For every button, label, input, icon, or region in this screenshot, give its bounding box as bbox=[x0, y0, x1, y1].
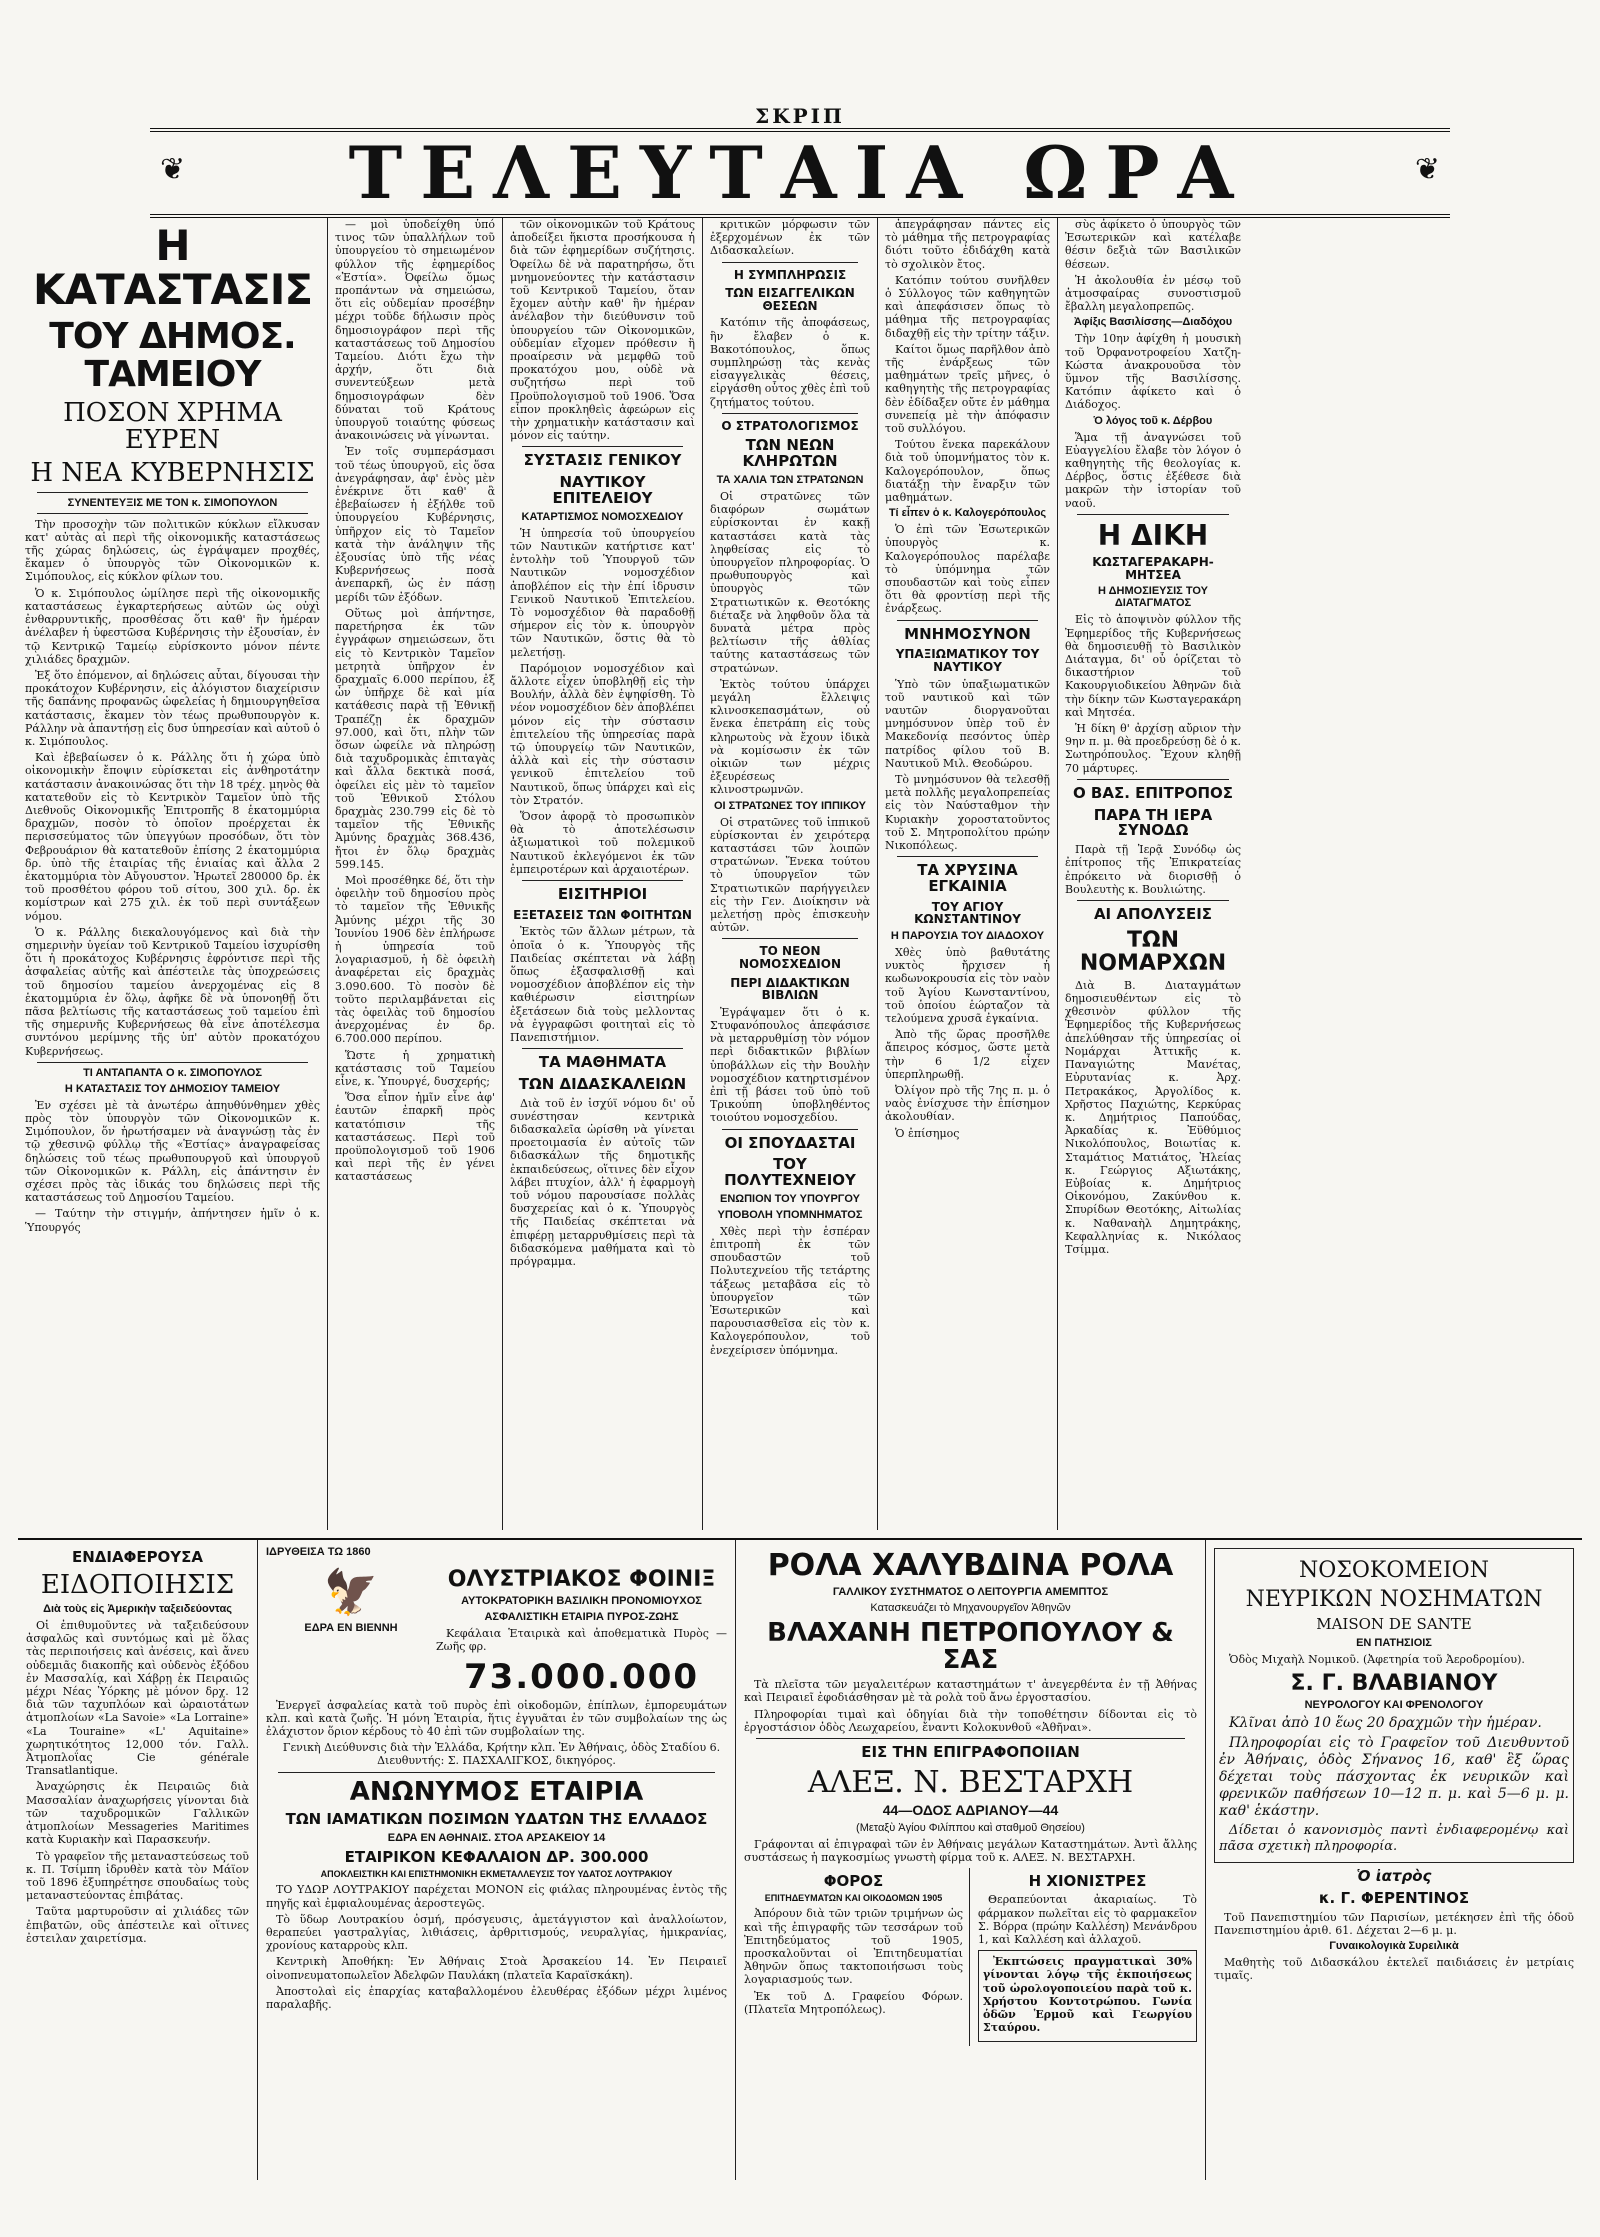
section-subtitle: ΟΙ ΣΤΡΑΤΩΝΕΣ ΤΟΥ ΙΠΠΙΚΟΥ bbox=[713, 799, 866, 812]
ad-clinic-box bbox=[1214, 1548, 1574, 1863]
ad-paragraph: Ὁδὸς Μιχαὴλ Νομικοῦ. (Ἀφετηρία τοῦ Ἀεροδρομίου). bbox=[1229, 1652, 1525, 1666]
ad-paragraph: Ἀποστολαὶ εἰς ἐπαρχίας καταβαλλομένου ἐλευθέρας ἐξόδων μέχρι λιμένος παραλαβῆς. bbox=[266, 1984, 727, 2011]
paragraph: Διὰ τοῦ ἐν ἰσχύϊ νόμου δι' οὗ συνέστησαν κεντρικὰ διδασκαλεῖα ὡρίσθη νὰ γίνεται προετοιμασία ἐν αὐτοῖς τῶν διδασκάλων τῆς δημοτικῆς ἐκπαιδεύσεως, οἵτινες δὲν εἶχον λάβει πτυχίον, ἀλλ' ἡ ἐφαρμογὴ τοῦ νόμου παρουσίασε πολλὰς δυσχερείας καὶ ὁ κ. Ὑπουργὸς τῆς Παιδείας σκέπτεται νὰ ἐπιφέρῃ μεταρρυθμίσεις περὶ τὰ διδασκόμενα μαθήματα καὶ τὸ πρόγραμμα. bbox=[510, 1096, 695, 1269]
paragraph: Ἡ ἀκολουθία ἐν μέσῳ τοῦ ἀτμοσφαίρας συνοστισμοῦ ἔβαλλη μεγαλοπρεπῶς. bbox=[1065, 273, 1241, 314]
headline: ΤΟΥ ΔΗΜΟΣ. ΤΑΜΕΙΟΥ bbox=[49, 316, 296, 395]
paragraph: Διὰ Β. Διαταγμάτων δημοσιευθέντων εἰς τὸ χθεσινὸν φύλλον τῆς Ἐφημερίδος τῆς Κυβερνήσεως ἀπελύθησαν τῆς ὑπηρεσίας οἱ Νομάρχαι Ἀττικῆς κ. Παναγιώτης Μανέτας, Εὐρυτανίας κ. Ἀρχ. Πετρακάκος, Ἀργολίδος κ. Χρῆστος Παχιώτης, Κερκύρας κ. Δημήτριος Παπούδας, Ἀρκαδίας κ. Ἐϋθύμιος Νικολόπουλος, Βοιωτίας κ. Σταμάτιος Ματιάτος, Ἠλείας κ. Γεώργιος Αξιωτάκης, Εὐβοίας κ. Δημήτριος Οἰκονόμου, Ζακύνθου κ. Σπυρίδων Θεοτόκης, Αἰτωλίας κ. Ναθαναὴλ Δημητράκης, Κεφαλληνίας κ. Νικόλαος Τσίμμα. bbox=[1065, 978, 1241, 1256]
ad-subtitle: ΑΣΦΑΛΙΣΤΙΚΗ ΕΤΑΙΡΙΑ ΠΥΡΟΣ-ΖΩΗΣ bbox=[484, 1611, 679, 1624]
paragraph: Ὅσον ἀφορᾷ τὸ προσωπικὸν θὰ τὸ ἀποτελέσωσιν ἀξιωματικοὶ τοῦ πολεμικοῦ Ναυτικοῦ ἐκλεγόμενοι ἐκ τῶν ἐμπειροτέρων καὶ ἀρχαιοτέρων. bbox=[510, 809, 695, 876]
divider bbox=[1077, 779, 1229, 780]
advertisements bbox=[18, 1538, 1582, 2180]
ad-subtitle: (Μεταξὺ Ἁγίου Φιλίππου καὶ σταθμοῦ Θησείου) bbox=[856, 1822, 1085, 1835]
ad-headline: ΝΕΥΡΙΚΩΝ ΝΟΣΗΜΑΤΩΝ bbox=[1245, 1587, 1543, 1613]
ad-emblem-block bbox=[266, 1562, 436, 1699]
divider bbox=[278, 1772, 715, 1773]
ad-paragraph: Ἐκπτώσεις πραγματικαὶ 30% γίνονται λόγῳ τῆς ἐκποιήσεως τοῦ ὡρολογοποιείου παρὰ τοῦ κ. Χρήστου Κοντοτρώπου. Γωνία ὁδῶν Ἑρμοῦ καὶ Γεωργίου Σταύρου. bbox=[983, 1955, 1192, 2035]
paragraph: Ἐγράψαμεν ὅτι ὁ κ. Στυφανόπουλος ἀπεφάσισε νὰ μεταρρυθμίσῃ τὸν νόμον περὶ διδακτικῶν βιβλίων ὑποβάλλων εἰς τὴν Βουλὴν νομοσχέδιον κατηρτισμένον ἐπὶ τῇ βάσει τοῦ ὑπὸ τοῦ Τρικούπη ὑποβληθέντος τοιούτου νομοσχεδίου. bbox=[710, 1005, 870, 1125]
divider bbox=[897, 856, 1038, 857]
ad-headline: ΡΟΛΑ ΧΑΛΥΒΔΙΝΑ ΡΟΛΑ bbox=[767, 1548, 1174, 1583]
paragraph: — μοὶ ὑποδείχθη ὑπό τινος τῶν ὑπαλλήλων τοῦ ὑπουργείου τὸ σημειωμένον φύλλον τῆς ἐφημερίδος «Ἑστία». Ὀφείλω ὅμως προπάντων νὰ σημειώσω, ὅτι εἰς οὐδεμίαν προσέβην μέχρι τοῦδε δήλωσιν πρὸς δημοσιογράφον περὶ τῆς καταστάσεως τοῦ Δημοσίου Ταμείου. Διότι ἔχω τὴν ἀρχήν, ὅτι διὰ συνεντεύξεων μετὰ δημοσιογράφων δὲν δύναται τοῦ Κράτους ὑπουργοῦ τοιαύτης φύσεως ἀνακοινώσεις νὰ γίνωνται. bbox=[335, 218, 495, 443]
ad-chilblains bbox=[978, 1868, 1197, 2047]
headline: ΜΝΗΜΟΣΥΝΟΝ bbox=[904, 624, 1031, 643]
ad-headline: ΕΙΔΟΠΟΙΗΣΙΣ bbox=[40, 1569, 235, 1600]
ad-capital: 73.000.000 bbox=[463, 1656, 700, 1697]
section-subtitle: Τί εἶπεν ὁ κ. Καλογερόπουλος bbox=[888, 507, 1047, 520]
ad-headline: κ. Γ. ΦΕΡΕΝΤΙΝΟΣ bbox=[1318, 1888, 1470, 1907]
paragraph: Μοὶ προσέθηκε δέ, ὅτι τὴν ὀφειλὴν τοῦ δημοσίου πρὸς τὸ ταμεῖον τῆς Ἐθνικῆς Ἀμύνης μέχρι τῆς 30 Ἰουνίου 1906 δὲν ἐπλήρωσε ἡ ὑπηρεσία τοῦ λογαριασμοῦ, ἡ δὲ ὀφειλὴ ἀναφέρεται εἰς δραχμὰς 3.090.600. Τὸ ποσὸν δὲ τοῦτο περιλαμβάνεται εἰς τὰς ὀφειλὰς τοῦ δημοσίου ἀνερχομένας ἐν δρ. 6.700.000 περίπου. bbox=[335, 873, 495, 1046]
ad-subtitle: ΑΥΤΟΚΡΑΤΟΡΙΚΗ ΒΑΣΙΛΙΚΗ ΠΡΟΝΟΜΙΟΥΧΟΣ bbox=[461, 1595, 702, 1608]
paragraph: Ἐν σχέσει μὲ τὰ ἀνωτέρω ἀπηυθύνθημεν χθὲς πρὸς τὸν ὑπουργὸν τῶν Οἰκονομικῶν κ. Σιμόπουλον, ὅν ἠρωτήσαμεν νὰ ἀναγνώσῃ τὰς ἐν τῷ χθεσινῷ φύλλῳ τῆς «Ἑστίας» ἀναγραφείσας δηλώσεις τοῦ τέως πρωθυπουργοῦ καὶ ὑπουργοῦ τῶν Οἰκονομικῶν κ. Ράλλη, εἰς ἀπάντησιν ἐν σχέσει πρὸς τὰς ἰδικάς του δηλώσεις περὶ τῆς καταστάσεως τοῦ Δημοσίου Ταμείου. bbox=[25, 1098, 320, 1205]
ad-paragraph: Ἀπόρουν διὰ τῶν τριῶν τριμήνων ὡς καὶ τῆς ἐπιγραφῆς τῶν τεσσάρων τοῦ Ἐπιτηδεύματος τοῦ 1905, προσκαλοῦνται οἱ Ἐπιτηδευματίαι Ἀθηνῶν ὅπως τακτοποιήσωσι τοὺς λογαριασμούς των. bbox=[744, 1907, 963, 1987]
headline: ΤΩΝ ΔΙΔΑΣΚΑΛΕΙΩΝ bbox=[518, 1074, 687, 1093]
paragraph: σὺς ἀφίκετο ὁ ὑπουργὸς τῶν Ἐσωτερικῶν καὶ κατέλαβε θέσιν δεξιὰ τῶν Βασιλικῶν θέσεων. bbox=[1065, 218, 1241, 271]
paragraph: Εἰς τὸ ἀποψινὸν φύλλον τῆς Ἐφημερίδος τῆς Κυβερνήσεως θὰ δημοσιευθῇ τὸ Βασιλικὸν Διάταγμα, δι' οὗ ὁρίζεται τὸ δικαστήριον τοῦ Κακουργιοδικείου Ἀθηνῶν διὰ τὴν δίκην τῶν Κωσταγερακάρη καὶ Μητσέα. bbox=[1065, 613, 1241, 719]
divider bbox=[897, 620, 1038, 621]
ad-subtitle: 44—ΟΔΟΣ ΑΔΡΙΑΝΟΥ—44 bbox=[882, 1802, 1059, 1819]
ad-headline: ΕΤΑΙΡΙΚΟΝ ΚΕΦΑΛΑΙΟΝ ΔΡ. 300.000 bbox=[344, 1847, 649, 1866]
ad-paragraph: Δίδεται ὁ κανονισμὸς παντὶ ἐνδιαφερομένῳ καὶ πᾶσα σχετικὴ πληροφορία. bbox=[1219, 1823, 1569, 1855]
ad-subtitle: ΕΠΙΤΗΔΕΥΜΑΤΩΝ ΚΑΙ ΟΙΚΟΔΟΜΩΝ 1905 bbox=[764, 1893, 943, 1904]
ad-phoenix-text bbox=[436, 1562, 727, 1699]
headline: ΑΙ ΑΠΟΛΥΣΕΙΣ bbox=[1093, 904, 1213, 923]
ad-phoenix-block bbox=[266, 1562, 727, 1699]
headline: ΤΑ ΧΡΥΣΙΝΑ ΕΓΚΑΙΝΙΑ bbox=[917, 861, 1018, 896]
headline: Ο ΣΤΡΑΤΟΛΟΓΙΣΜΟΣ bbox=[721, 418, 859, 433]
headline: Η ΔΙΚΗ bbox=[1097, 518, 1209, 552]
divider bbox=[37, 513, 308, 514]
ad-paragraph: Ταῦτα μαρτυροῦσιν αἱ χιλιάδες τῶν ἐπιβατῶν, οὓς ἀπέστειλε καὶ οἵτινες ἐστειλαν χαιρετίσμα. bbox=[26, 1905, 249, 1945]
ad-headline: Ὁ ἰατρὸς bbox=[1356, 1867, 1432, 1886]
headline: ΤΑ ΜΑΘΗΜΑΤΑ bbox=[538, 1053, 667, 1072]
paragraph: Ἐκτὸς τῶν ἄλλων μέτρων, τὰ ὁποῖα ὁ κ. Ὑπουργὸς τῆς Παιδείας σκέπτεται νὰ λάβῃ ὅπως ἐξασφαλισθῇ καὶ νομοσχέδιον ἀποβλέπον εἰς τὴν καθιέρωσιν εἰσιτηρίων ἐξετάσεων διὰ τοὺς μελλοντας νὰ ἐγγραφῶσι φοιτηταὶ εἰς τὸ Πανεπιστήμιον. bbox=[510, 925, 695, 1044]
ad-headline: ΕΝΔΙΑΦΕΡΟΥΣΑ bbox=[71, 1548, 204, 1566]
headline: ΕΞΕΤΑΣΕΙΣ ΤΩΝ ΦΟΙΤΗΤΩΝ bbox=[513, 907, 692, 922]
ad-headline: ΤΩΝ ΙΑΜΑΤΙΚΩΝ ΠΟΣΙΜΩΝ ΥΔΑΤΩΝ ΤΗΣ ΕΛΛΑΔΟΣ bbox=[285, 1809, 708, 1828]
ad-paragraph: Τὸ ὕδωρ Λουτρακίου ὀσμή, πρόσγευσις, ἀμετάγγιστον καὶ ἀναλλοίωτον, θεραπεύει γαστραλγίας, λιθιάσεις, ἀρθριτισμούς, νευραλγίας, ἡμικρανίας, χρονίους καταρροὺς κλπ. bbox=[266, 1912, 727, 1953]
ad-headline: ΑΝΩΝΥΜΟΣ ΕΤΑΙΡΙΑ bbox=[349, 1776, 644, 1807]
ad-paragraph: ΤΟ ΥΔΩΡ ΛΟΥΤΡΑΚΙΟΥ παρέχεται ΜΟΝΟΝ εἰς φιάλας πληρουμένας ἐντὸς τῆς πηγῆς καὶ ἐμφιαλουμένας ἀεροστεγῶς. bbox=[266, 1883, 727, 1910]
ad-paragraph: Τοῦ Πανεπιστημίου τῶν Παρισίων, μετέκησεν ἐπὶ τῆς ὁδοῦ Πανεπιστημίου ἀριθ. 61. Δέχεται 2—6 μ. μ. bbox=[1214, 1910, 1574, 1937]
headline: ΚΩΣΤΑΓΕΡΑΚΑΡΗ-ΜΗΤΣΕΑ bbox=[1092, 555, 1214, 582]
section-subtitle: Η ΔΗΜΟΣΙΕΥΣΙΣ ΤΟΥ ΔΙΑΤΑΓΜΑΤΟΣ bbox=[1098, 585, 1208, 610]
paragraph: Ἐξ ὅτο ἐπόμενον, αἱ δηλώσεις αὗται, δίγουσαι τὴν προκάτοχον Κυβέρνησιν, εἰς ἀλόγιστον διαχείρισιν τῆς δαπάνης προφανῶς ὠφελείας ἡ δημιουργηθεῖσα κατάστασις, ἔκαμεν τὸν τέως πρωθυπουργὸν κ. Ράλλην νὰ ἀπαντήσῃ εἰς δυσ ὑπηρεσίαν καὶ αὐτοῦ ὁ κ. Σιμόπουλος. bbox=[25, 668, 320, 748]
paragraph: Ἐν τοῖς συμπεράσμασι τοῦ τέως ὑπουργοῦ, εἰς ὅσα ἀνεγράφησαν, ἀφ' ἑνὸς μὲν ἐνέκρινε ὅτι καθ' ἃ ἐβεβαίωσεν ἡ ἐξήλθε τοῦ ὑπουργείου Κυβέρνησις, ὑπῆρχον εἰς τὸ Ταμεῖον κατὰ τὴν ἀνάληψιν τῆς ἐξουσίας ὑπὸ τῆς νέας Κυβερνήσεως ποσὰ ἀνεπαρκῆ, ὡς ἐν πάσῃ μερίδι τῶν ἐξόδων. bbox=[335, 445, 495, 604]
subheadline: ΠΟΣΟΝ ΧΡΗΜΑ ΕΥΡΕΝ bbox=[63, 397, 282, 456]
ad-subtitle: Γυναικολογικὰ Συρειλικὰ bbox=[1329, 1940, 1459, 1953]
divider bbox=[722, 938, 858, 939]
headline: ΣΥΣΤΑΣΙΣ ΓΕΝΙΚΟΥ bbox=[523, 451, 682, 470]
ornament-left-icon: ❦ bbox=[160, 152, 186, 187]
column-1 bbox=[18, 218, 328, 1530]
ad-paragraph: Τὸ γραφεῖον τῆς μεταναστεύσεως τοῦ κ. Π. Τσίμπη ἱδρυθὲν κατὰ τὸν Μάϊον τοῦ 1896 ἐξυπηρέτησε σπουδαίως τοὺς μεταναστεύοντας ἐπιβάτας. bbox=[26, 1849, 249, 1903]
headline: ΠΑΡΑ ΤΗ ΙΕΡΑ ΣΥΝΟΔΩ bbox=[1093, 805, 1213, 840]
paragraph: Ἡ δίκη θ' ἀρχίσῃ αὔριον τὴν 9ην π. μ. θὰ προεδρεύσῃ δὲ ὁ κ. Σωτηρόπουλος. Ἔχουν κληθῇ 70 μάρτυρες. bbox=[1065, 722, 1241, 775]
ad-phoenix-insurance bbox=[258, 1540, 736, 2180]
headline: ΤΩΝ ΝΟΜΑΡΧΩΝ bbox=[1079, 927, 1227, 976]
masthead-title: ΤΕΛΕΥΤΑΙΑ ΩΡΑ bbox=[348, 130, 1252, 215]
ad-subtitle: ΑΠΟΚΛΕΙΣΤΙΚΗ ΚΑΙ ΕΠΙΣΤΗΜΟΝΙΚΗ ΕΚΜΕΤΑΛΛΕΥΣΙΣ ΤΟΥ ΥΔΑΤΟΣ ΛΟΥΤΡΑΚΙΟΥ bbox=[320, 1869, 673, 1880]
divider bbox=[722, 1129, 858, 1130]
headline: ΕΙΣΙΤΗΡΙΟΙ bbox=[557, 884, 648, 903]
column-5 bbox=[878, 218, 1058, 1530]
ad-paragraph: Πληροφορίαι τιμαὶ καὶ ὁδηγίαι διὰ τὴν τοποθέτησιν δίδονται εἰς τὸ ἐργοστάσιον ὁδὸς Λεωχαρείου, ἔναντι Κολοκυνθοῦ «Ἀθῆναι». bbox=[744, 1707, 1197, 1734]
headline: ΠΕΡΙ ΔΙΔΑΚΤΙΚΩΝ ΒΙΒΛΙΩΝ bbox=[730, 975, 850, 1003]
headline: ΤΟΥ ΠΟΛΥΤΕΧΝΕΙΟΥ bbox=[724, 1155, 856, 1190]
ad-headline: ΝΟΣΟΚΟΜΕΙΟΝ bbox=[1299, 1558, 1489, 1583]
column-3 bbox=[503, 218, 703, 1530]
headline: Η ΚΑΤΑΣΤΑΣΙΣ bbox=[32, 221, 313, 315]
subheadline: Η ΝΕΑ ΚΥΒΕΡΝΗΣΙΣ bbox=[30, 458, 315, 489]
headline: ΤΟ ΝΕΟΝ ΝΟΜΟΣΧΕΔΙΟΝ bbox=[738, 944, 842, 971]
ad-headline: ΕΙΣ ΤΗΝ ΕΠΙΓΡΑΦΟΠΟΙΙΑΝ bbox=[861, 1742, 1080, 1761]
ad-paragraph: Κεντρικὴ Ἀποθήκη: Ἐν Ἀθήναις Στοὰ Ἀρσακείου 14. Ἐν Πειραιεῖ οἰνοπνευματοπωλεῖον Ἀδελφῶν Παυλάκη (πλατεῖα Καραϊσκάκη). bbox=[266, 1955, 727, 1982]
paragraph: Χθὲς ὑπὸ βαθυτάτης νυκτὸς ἤρχισεν ἡ κωδωνοκρουσία εἰς τὸν ναὸν τοῦ Ἁγίου Κωνσταντίνου, τοῦ ὁποίου ἑώρταζον τὰ τελούμενα χρυσᾶ ἐγκαίνια. bbox=[885, 945, 1050, 1025]
paragraph: Καὶ ἐβεβαίωσεν ὁ κ. Ράλλης ὅτι ἡ χώρα ὑπὸ οἰκονομικὴν ἔποψιν εὑρίσκεται εἰς ἀνθηροτάτην κατάστασιν ἀνακοινώσας ὅτι τὴν 18 τρέχ. μηνὸς θὰ κατατεθοῦν εἰς τὸ Κεντρικὸν Ταμεῖον ὑπὸ τῆς Διεθνοῦς Οἰκονομικῆς Ἐπιτροπῆς 8 ἑκατομμύρια δραχμῶν, ποσὸν τὸ ὁποῖον προέρχεται ἐκ περισσεύματος τῶν ὑπεγγύων προσόδων, ὅτι τὸν Φεβρουάριον θὰ κατατεθοῦν ἐπίσης 2 ἑκατομμύρια δρ. ὑπὸ τῆς ἑταιρίας τῆς ἑνιαίας καὶ ἄλλα 2 ἑκατομμύρια τὸν Αὔγουστον. Ἠρωτεῖ 280000 δρ. ἐκ τοῦ προσθέτου φόρου τοῦ σίτου, 300 χιλ. δρ. ἐκ κομίστρων καὶ 275 χιλ. ἐκ τοῦ περὶ συντάξεων νόμου. bbox=[25, 751, 320, 923]
ad-tax-notice bbox=[744, 1868, 970, 2047]
headline: Ο ΒΑΣ. ΕΠΙΤΡΟΠΟΣ bbox=[1072, 783, 1234, 802]
paragraph: Τὴν προσοχὴν τῶν πολιτικῶν κύκλων εἴλκυσαν κατ' αὐτὰς αἱ περὶ τῆς οἰκονομικῆς καταστάσεως τῆς χώρας δηλώσεις, ὡς ἐγράψαμεν προχθές, ἔκαμεν ὁ ὑπουργὸς τῶν Οἰκονομικῶν κ. Σιμόπουλος, εἰς κύκλον φίλων του. bbox=[25, 517, 320, 584]
headline: ΤΩΝ ΕΙΣΑΓΓΕΛΙΚΩΝ ΘΕΣΕΩΝ bbox=[725, 286, 855, 313]
paragraph: Οἱ στρατῶνες τῶν διαφόρων σωμάτων εὑρίσκονται ἐν κακῇ καταστάσει κατὰ τὰς ληφθείσας εἰς τὸ ὑπουργεῖον πληροφορίας. Ὁ πρωθυπουργὸς καὶ ὑπουργὸς τῶν Στρατιωτικῶν κ. Θεοτόκης διέταξε νὰ ληφθοῦν ὅλα τὰ δυνατὰ μέτρα πρὸς βελτίωσιν τῆς ἀθλίας ταύτης καταστάσεως τῶν στρατώνων. bbox=[710, 489, 870, 675]
paragraph: Τὴν 10ην ἀφίχθη ἡ μουσικὴ τοῦ Ὀρφανοτροφείου Χατζη-Κώστα ἀνακρουοῦσα τὸν ὕμνον τῆς Βασιλίσσης. Κατόπιν ἀφίκετο καὶ ὁ Διάδοχος. bbox=[1065, 332, 1241, 412]
paragraph: τῶν οἰκονομικῶν τοῦ Κράτους ἀποδείξει ἥκιστα προσήκουσα ἡ διὰ τῶν ἐφημερίδων συζήτησις. Ὀφείλω δὲ νὰ παρατηρήσω, ὅτι μνημονεύοντες τὴν κατάστασιν τοῦ Κεντρικοῦ Ταμείου, ὅταν ἔχομεν αὐτὴν καθ' ἣν ἡμέραν ἀνέλαβον τὴν διεύθυνσιν τοῦ ὑπουργείου τῶν Οἰκονομικῶν, οὐδεμίαν εἴχομεν πρόθεσιν ἢ προαίρεσιν νὰ μεμφθῶ τοῦ προκατόχου μου, οὐδὲ νὰ συζητήσω περὶ τοῦ Προϋπολογισμοῦ τοῦ 1906. Ὅσα εἶπον προκληθεὶς ἀφεώρων εἰς τὴν χρηματικὴν κατάστασιν καὶ μόνον εἰς ταύτην. bbox=[510, 218, 695, 443]
section-subtitle: ΥΠΟΒΟΛΗ ΥΠΟΜΝΗΜΑΤΟΣ bbox=[717, 1208, 863, 1221]
paragraph: Οὕτως μοὶ ἀπήντησε, παρετήρησα ἐκ τῶν ἐγγράφων σημειώσεων, ὅτι εἰς τὸ Κεντρικὸν Ταμεῖον μετρητὰ ὑπῆρχον ἐν δραχμαῖς 6.000 περίπου, ἐξ ὧν ὑπῆρχε δὲ καὶ μία κατάθεσις παρὰ τῇ Ἐθνικῇ Τραπέζῃ ἐκ δραχμῶν 97.000, καὶ ὅτι, πλὴν τῶν ὅσων ὠφείλε νὰ πληρώσῃ διὰ ταχυδρομικὰς ἐπιταγὰς καὶ ἄλλα δεκτικὰ ποσά, ὀφείλει εἰς μὲν τὸ ταμεῖον τοῦ Ἐθνικοῦ Στόλου δραχμὰς 230.799 εἰς δὲ τὸ ταμεῖον τῆς Ἐθνικῆς Ἀμύνης δραχμὰς 368.436, ἤτοι ἐν ὅλῳ δραχμὰς 599.145. bbox=[335, 606, 495, 871]
divider bbox=[1077, 514, 1229, 515]
ad-subtitle: ΓΑΛΛΙΚΟΥ ΣΥΣΤΗΜΑΤΟΣ Ο ΛΕΙΤΟΥΡΓΙΑ ΑΜΕΜΠΤΟΣ bbox=[832, 1585, 1109, 1598]
ad-headline: MAISON DE SANTE bbox=[1316, 1615, 1472, 1634]
divider bbox=[37, 1062, 308, 1063]
section-subtitle: Ἀφίξις Βασιλίσσης—Διαδόχου bbox=[1073, 316, 1233, 329]
ad-paragraph: Θεραπεύονται ἀκαριαίως. Τὸ φάρμακον πωλεῖται εἰς τὸ φαρμακεῖον Σ. Βόρρα (πρώην Καλλέση) Μενάνδρου 1, καὶ Καλλέση καὶ ἀλλαχοῦ. bbox=[978, 1893, 1197, 1946]
headline: ΤΟΥ ΑΓΙΟΥ ΚΩΝΣΤΑΝΤΙΝΟΥ bbox=[914, 899, 1021, 927]
ad-subtitle: ΝΕΥΡΟΛΟΓΟΥ ΚΑΙ ΦΡΕΝΟΛΟΓΟΥ bbox=[1304, 1699, 1484, 1712]
ad-emigration-notice bbox=[18, 1540, 258, 2180]
section-subtitle: ΣΥΝΕΝΤΕΥΞΙΣ ΜΕ ΤΟΝ κ. ΣΙΜΟΠΟΥΛΟΝ bbox=[67, 496, 278, 509]
section-subtitle: ΚΑΤΑΡΤΙΣΜΟΣ ΝΟΜΟΣΧΕΔΙΟΥ bbox=[521, 510, 684, 523]
ad-subtitle: Διὰ τοὺς εἰς Ἀμερικὴν ταξειδεύοντας bbox=[43, 1603, 232, 1616]
paragraph: ἀπεγράφησαν πάντες εἰς τὸ μάθημα τῆς πετρογραφίας διότι τοῦτο ἐδιδάχθη κατὰ τὸ σχολικὸν ἔτος. bbox=[885, 218, 1050, 271]
ad-paragraph: Πληροφορίαι εἰς τὸ Γραφεῖον τοῦ Διευθυντοῦ ἐν Ἀθήναις, ὁδὸς Σήνανος 16, καθ' ἓξ ὥρας δέχεται τοὺς πάσχοντας ἐκ νευρικῶν καὶ φρενικῶν παθήσεων 10—12 π. μ. καὶ 5—6 μ. μ. καθ' ἑκάστην. bbox=[1219, 1735, 1569, 1820]
ad-headline: ΦΟΡΟΣ bbox=[823, 1871, 884, 1890]
paragraph: — Ταύτην τὴν στιγμήν, ἀπήντησεν ἡμῖν ὁ κ. Ὑπουργός bbox=[25, 1207, 320, 1234]
section-subtitle: Η ΚΑΤΑΣΤΑΣΙΣ ΤΟΥ ΔΗΜΟΣΙΟΥ ΤΑΜΕΙΟΥ bbox=[64, 1082, 281, 1095]
masthead bbox=[150, 128, 1450, 218]
paragraph: Τὸ μνημόσυνον θὰ τελεσθῇ μετὰ πολλῆς μεγαλοπρεπείας εἰς τὸν Ναύσταθμον τὴν Κυριακὴν χοροστατοῦντος τοῦ Σ. Μητροπολίτου πρώην Νικοπόλεως. bbox=[885, 773, 1050, 853]
paragraph: Ἐκτὸς τούτου ὑπάρχει μεγάλη ἔλλειψις κλινοσκεπασμάτων, οὐ ἕνεκα ἐπετράπη εἰς τοὺς κληρωτοὺς νὰ ἔχουν ἰδικὰ νὰ κομίσωσιν ἐκ τῶν οἰκιῶν των μέχρις ἐξευρέσεως κλινοστρωμνῶν. bbox=[710, 677, 870, 797]
paragraph: Παρόμοιον νομοσχέδιον καὶ ἄλλοτε εἶχεν ὑποβληθῇ εἰς τὴν Βουλήν, ἀλλὰ δὲν ἐψηφίσθη. Τὸ νέον νομοσχέδιον δὲν ἀποβλέπει μόνον εἰς τὴν σύστασιν ἐπιτελείου τῆς ὑπηρεσίας παρὰ τῷ ὑπουργείῳ τῶν Ναυτικῶν, ἀλλὰ καὶ εἰς τὴν σύστασιν γενικοῦ ἐπιτελείου τοῦ Ναυτικοῦ, ὅπως ὑπάρχει καὶ εἰς τὸν Στρατόν. bbox=[510, 661, 695, 807]
paragraph: Ὁ ἐπὶ τῶν Ἐσωτερικῶν ὑπουργὸς κ. Καλογερόπουλος παρέλαβε τὸ ὑπόμνημα τῶν σπουδαστῶν καὶ τοὺς εἶπεν ὅτι θὰ φροντίσῃ περὶ τῆς ἐνάρξεως. bbox=[885, 523, 1050, 616]
paragraph: Ὁ ἐπίσημος bbox=[895, 1126, 960, 1140]
divider bbox=[1077, 900, 1229, 901]
ad-headline: ΟΛΥΣΤΡΙΑΚΟΣ ΦΟΙΝΙΞ bbox=[447, 1567, 716, 1592]
paragraph: Παρὰ τῇ Ἱερᾷ Συνόδῳ ὡς ἐπίτροπος τῆς Ἐπικρατείας ἐπρόκειτο νὰ διορισθῇ ὁ Βουλευτὴς κ. Βουλιώτης. bbox=[1065, 843, 1241, 896]
divider bbox=[722, 413, 858, 414]
paragraph: Κατόπιν τῆς ἀποφάσεως, ἣν ἔλαβεν ὁ κ. Βακοτόπουλος, ὅπως συμπληρώσῃ τὰς κενὰς εἰσαγγελικὰς θέσεις, εἰργάσθη οὗτος χθὲς ἐπὶ τοῦ ζητήματος τούτου. bbox=[710, 316, 870, 409]
divider bbox=[37, 492, 308, 493]
paragraph: Ὁ κ. Σιμόπουλος ὡμίλησε περὶ τῆς οἰκονομικῆς καταστάσεως ἐγκαρτερήσεως αὐτῶν ὡς οὐχὶ ἐνθαρρυντικῆς, προσθέσας ὅτι καθ' ἣν ἡμέραν ἀνέλαβεν ἡ ὑφεστῶσα Κυβέρνησις τὴν ἐξουσίαν, ἐν τῷ Κεντρικῷ Ταμείῳ εὑρίσκοντο μόνον πέντε χιλιάδες δραχμῶν. bbox=[25, 586, 320, 666]
eagle-emblem-icon: 🦅 bbox=[323, 1567, 379, 1618]
ad-discount-box bbox=[978, 1950, 1197, 2042]
headline: Η ΣΥΜΠΛΗΡΩΣΙΣ bbox=[733, 267, 847, 282]
paragraph: Κατόπιν τούτου συνῆλθεν ὁ Σύλλογος τῶν καθηγητῶν καὶ ἀπεφάσισεν ὅπως τὸ μάθημα τῆς πετρογραφίας διδαχθῇ εἰς τὴν τρίτην τάξιν. bbox=[885, 273, 1050, 340]
paragraph: Καίτοι ὅμως παρῆλθον ἀπὸ τῆς ἐνάρξεως τῶν μαθημάτων τρεῖς μῆνες, ὁ καθηγητὴς τῆς πετρογραφίας δὲν ἐδίδαξεν οὔτε ἐν μάθημα συνεπείᾳ μὲ τὴν ἀπόφασιν τοῦ συλλόγου. bbox=[885, 342, 1050, 436]
section-subtitle: ΤΙ ΑΝΤΑΠΑΝΤΑ Ο κ. ΣΙΜΟΠΟΥΛΟΣ bbox=[83, 1066, 262, 1079]
divider bbox=[522, 1048, 683, 1049]
paragraph: Ὀλίγον πρὸ τῆς 7ης π. μ. ὁ ναὸς ἐνίσχυσε τὴν ἐπίσημον ἀκολουθίαν. bbox=[885, 1083, 1050, 1124]
paragraph: Οἱ στρατῶνες τοῦ ἱππικοῦ εὑρίσκονται ἐν χειρότερᾳ καταστάσει τῶν λοιπῶν στρατώνων. Ἕνεκα τούτου τὸ ὑπουργεῖον τῶν Στρατιωτικῶν παρήγγειλεν εἰς τὴν Γεν. Διοίκησιν νὰ μελετήσῃ πρὸς ἐπισκευὴν αὐτῶν. bbox=[710, 815, 870, 935]
ad-seat: ΕΔΡΑ ΕΝ ΒΙΕΝΝΗ bbox=[304, 1622, 398, 1634]
ad-paragraph: Ἐκ τοῦ Δ. Γραφείου Φόρων. (Πλατεῖα Μητροπόλεως). bbox=[744, 1989, 963, 2016]
ad-paragraph: Ἀναχώρησις ἐκ Πειραιῶς διὰ Μασσαλίαν ἀναχωρήσεις γίνονται διὰ τῶν ταχυδρομικῶν Γαλλικῶν ἀτμοπλοίων Messageries Maritimes κατὰ Κυριακὴν καὶ Παρασκευήν. bbox=[26, 1780, 249, 1847]
section-subtitle: Η ΠΑΡΟΥΣΙΑ ΤΟΥ ΔΙΑΔΟΧΟΥ bbox=[890, 929, 1045, 942]
paragraph: Ἀπὸ τῆς ὥρας προσῆλθε ἄπειρος κόσμος, ὥστε μετὰ τὴν 6 1/2 εἶχεν ὑπερπληρωθῇ. bbox=[885, 1028, 1050, 1081]
ad-steel-shutters bbox=[736, 1540, 1206, 2180]
ad-paragraph: Οἱ ἐπιθυμοῦντες νὰ ταξειδεύσουν ἀσφαλῶς καὶ συντόμως καὶ μὲ ὅλας τὰς περιποιήσεις καὶ ἀνέσεις, καὶ ἄνευ οὐδεμιᾶς διακοπῆς καὶ οὐδενὸς ἐξόδου ἐν Μασσαλίᾳ, καὶ Χάβρῃ ἐκ Πειραιῶς μέχρι Νέας Ὑόρκης μὲ μόνον δρχ. 12 διὰ τῶν ταχυπλόων καὶ ὡραιοτάτων ἀτμοπλοίων «La Savoie» «La Lorraine» «La Touraine» «L' Aquitaine» χωρητικότητος 12,000 τόν. Γαλλ. Ἀτμοπλοΐας Cie générale Transatlantique. bbox=[26, 1619, 249, 1778]
ad-paragraph: Κεφάλαια Ἑταιρικὰ καὶ ἀποθεματικὰ Πυρὸς — Ζωῆς φρ. bbox=[436, 1627, 727, 1654]
column-2 bbox=[328, 218, 503, 1530]
paragraph: Ὥστε ἡ χρηματικὴ κατάστασις τοῦ Ταμείου εἶνε, κ. Ὑπουργέ, δυσχερής; bbox=[335, 1048, 495, 1088]
section-subtitle: Ὁ λόγος τοῦ κ. Δέρβου bbox=[1093, 414, 1213, 427]
ad-paragraph: Τὰ πλεῖστα τῶν μεγαλειτέρων καταστημάτων τ' ἀνεγερθέντα ἐν τῇ Ἀθήνας καὶ Πειραιεῖ ἐφοδιάσθησαν μὲ τὰ ρολὰ τοῦ ἄνω ἐργοστασίου. bbox=[744, 1678, 1197, 1705]
ad-paragraph: Ἐνεργεῖ ἀσφαλείας κατὰ τοῦ πυρὸς ἐπὶ οἰκοδομῶν, ἐπίπλων, ἐμπορευμάτων κλπ. καὶ κατὰ ζωῆς. Ἡ μόνη Ἑταιρία, ἥτις ἐγγυᾶται ἐν τῶν συμβολαίων της ὡς ἐλάχιστον ὅριον κέρδους τὸ 40 ἐπὶ τῶν συμβολαίων της. bbox=[266, 1698, 727, 1738]
ad-headline: Σ. Γ. ΒΛΑΒΙΑΝΟΥ bbox=[1290, 1671, 1498, 1697]
running-head: ΣΚΡΙΠ bbox=[755, 104, 845, 128]
ad-subtitle: Κατασκευάζει τὸ Μηχανουργεῖον Ἀθηνῶν bbox=[870, 1601, 1071, 1614]
paragraph: Ἡ ὑπηρεσία τοῦ ὑπουργείου τῶν Ναυτικῶν κατήρτισε κατ' ἐντολὴν τοῦ Ὑπουργοῦ τῶν Ναυτικῶν νομοσχέδιον ἀποβλέπον εἰς τὴν ἐπί ἱδρυσιν Γενικοῦ Ναυτικοῦ Ἐπιτελείου. Τὸ νομοσχέδιον θὰ παραδοθῇ σήμερον εἰς τὸν κ. ὑπουργὸν τῶν Ναυτικῶν, ὅστις θὰ τὸ μελετήσῃ. bbox=[510, 526, 695, 659]
ornament-right-icon: ❦ bbox=[1414, 152, 1440, 187]
ad-nervous-diseases-clinic bbox=[1206, 1540, 1582, 2180]
divider bbox=[756, 1738, 1185, 1739]
column-4 bbox=[703, 218, 878, 1530]
ad-bottom-row bbox=[744, 1868, 1197, 2047]
ad-subtitle: ΕΔΡΑ ΕΝ ΑΘΗΝΑΙΣ. ΣΤΟΑ ΑΡΣΑΚΕΙΟΥ 14 bbox=[387, 1831, 606, 1844]
ad-headline: ΒΛΑΧΑΝΗ ΠΕΤΡΟΠΟΥΛΟΥ & ΣΑΣ bbox=[767, 1617, 1174, 1675]
headline: ΤΩΝ ΝΕΩΝ ΚΛΗΡΩΤΩΝ bbox=[742, 436, 838, 471]
section-subtitle: ΤΑ ΧΑΛΙΑ ΤΩΝ ΣΤΡΑΤΩΝΩΝ bbox=[716, 473, 864, 486]
paragraph: Ὅσα εἶπον ἡμῖν εἶνε ἀφ' ἑαυτῶν ἐπαρκῆ πρὸς κατατόπισιν τῆς καταστάσεως. Περὶ τοῦ προϋπολογισμοῦ τοῦ 1906 καὶ περὶ τῆς ἐν γένει καταστάσεως bbox=[335, 1091, 495, 1184]
headline: ΝΑΥΤΙΚΟΥ ΕΠΙΤΕΛΕΙΟΥ bbox=[552, 473, 653, 507]
divider bbox=[722, 262, 858, 263]
news-columns bbox=[18, 218, 1582, 1530]
paragraph: Ὁ κ. Ράλλης διεκαλουγόμενος καὶ διὰ τὴν σημερινὴν ὑγείαν τοῦ Κεντρικοῦ Ταμείου ἰσχυρίσθη ὅτι ἡ προκάτοχος Κυβέρνησις ἐφρόντισε περὶ τῆς ἀσφαλείας αὐτῆς καὶ ἀπέστειλε τὰς ὑποχρεώσεις τοῦ δημοσίου ταμείου ἀνερχομένας εἰς 8 ἑκατομμύρια ἐν ὅλῳ, ἀφῆκε δὲ νὰ ὑπονοηθῇ ὅτι πᾶσα βελτίωσις τῆς καταστάσεως τοῦ ταμείου ἐπὶ τῆς σημερινῆς Κυβερνήσεως θὰ εἶνε ἀποτέλεσμα συντόνου μερίμνης τῆς ὑπ' αὐτὸν προκατόχου Κυβερνήσεως. bbox=[25, 925, 320, 1058]
divider bbox=[522, 446, 683, 447]
ad-headline: ΑΛΕΞ. Ν. ΒΕΣΤΑΡΧΗ bbox=[807, 1764, 1134, 1800]
ad-founded: ΙΔΡΥΘΕΙΣΑ ΤΩ 1860 bbox=[266, 1546, 371, 1558]
ad-paragraph: Γράφονται αἱ ἐπιγραφαὶ τῶν ἐν Ἀθήναις μεγάλων Καταστημάτων. Ἀντὶ ἄλλης συστάσεως ἡ παγκοσμίως γνωστὴ φίρμα τοῦ κ. ΑΛΕΞ. Ν. ΒΕΣΤΑΡΧΗ. bbox=[744, 1838, 1197, 1865]
ad-paragraph: Μαθητὴς τοῦ Διδασκάλου ἐκτελεῖ παιδιάσεις ἐν μετρίαις τιμαῖς. bbox=[1214, 1956, 1574, 1983]
ad-subtitle: ΕΝ ΠΑΤΗΣΙΟΙΣ bbox=[1356, 1636, 1432, 1649]
ad-paragraph: Κλῖναι ἀπὸ 10 ἕως 20 δραχμῶν τὴν ἡμέραν. bbox=[1229, 1715, 1542, 1732]
column-6 bbox=[1058, 218, 1248, 1530]
paragraph: κριτικῶν μόρφωσιν τῶν ἐξερχομένων ἐκ τῶν Διδασκαλείων. bbox=[710, 218, 870, 258]
paragraph: Χθὲς περὶ τὴν ἑσπέραν ἐπιτροπὴ ἐκ τῶν σπουδαστῶν τοῦ Πολυτεχνείου τῆς τετάρτης τάξεως μεταβᾶσα εἰς τὸ ὑπουργεῖον τῶν Ἐσωτερικῶν καὶ παρουσιασθεῖσα εἰς τὸν κ. Καλογερόπουλον, τοῦ ἐνεχείρισεν ὑπόμνημα. bbox=[710, 1224, 870, 1357]
paragraph: Ἅμα τῇ ἀναγνώσει τοῦ Εὐαγγελίου ἔλαβε τὸν λόγον ὁ καθηγητὴς τῆς θεολογίας κ. Δέρβος, ὅστις ἐξέθεσε διὰ μακρῶν τὴν ἱστορίαν τοῦ ναοῦ. bbox=[1065, 430, 1241, 510]
headline: ΥΠΑΞΙΩΜΑΤΙΚΟΥ ΤΟΥ ΝΑΥΤΙΚΟΥ bbox=[895, 647, 1040, 675]
paragraph: Ὑπὸ τῶν ὑπαξιωματικῶν τοῦ ναυτικοῦ καὶ τῶν ναυτῶν διοργανοῦται μνημόσυνον ὑπὲρ τοῦ ἐν Μακεδονίᾳ πεσόντος ὑπὲρ πατρίδος φίλου τοῦ Β. Ναυτικοῦ Μιλ. Θεοδώρου. bbox=[885, 677, 1050, 770]
section-subtitle: ΕΝΩΠΙΟΝ ΤΟΥ ΥΠΟΥΡΓΟΥ bbox=[719, 1192, 861, 1205]
divider bbox=[522, 880, 683, 881]
paragraph: Τούτου ἕνεκα παρεκάλουν διὰ τοῦ ὑπομνήματος τὸν κ. Καλογερόπουλον, ὅπως διατάξῃ τὴν ἔναρξιν τῶν μαθημάτων. bbox=[885, 438, 1050, 505]
headline: ΟΙ ΣΠΟΥΔΑΣΤΑΙ bbox=[724, 1133, 856, 1152]
ad-agent: Γενικὴ Διεύθυνσις διὰ τὴν Ἑλλάδα, Κρήτην κλπ. Ἐν Ἀθήναις, ὁδὸς Σταδίου 6. Διευθυντής: Σ. ΠΑΣΧΑΛΙΓΚΟΣ, δικηγόρος. bbox=[282, 1741, 721, 1768]
ad-headline: Η ΧΙΟΝΙΣΤΡΕΣ bbox=[1028, 1871, 1147, 1890]
